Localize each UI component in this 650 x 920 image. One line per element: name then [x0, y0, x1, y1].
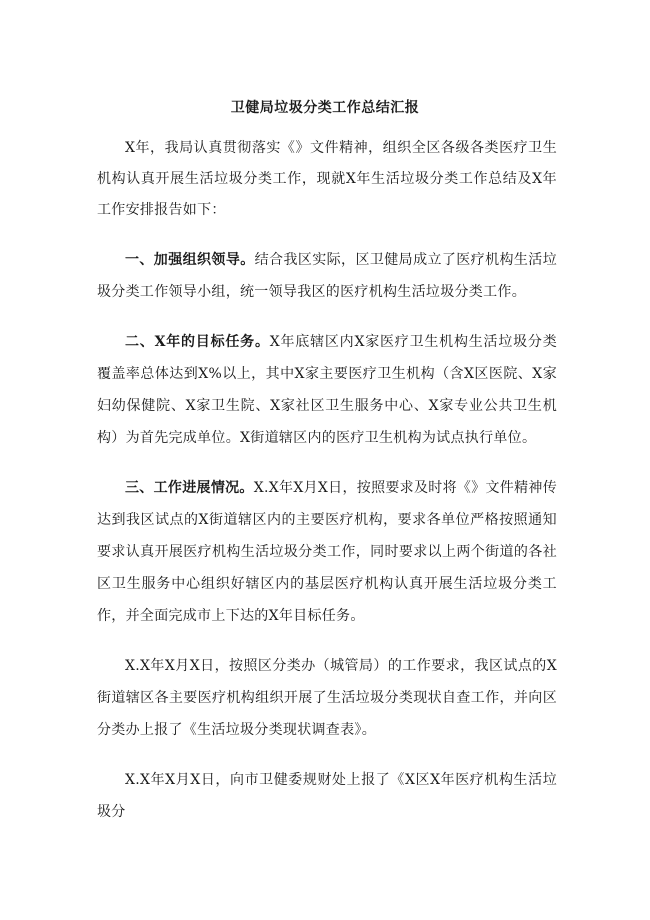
paragraph-self-inspection	[97, 650, 557, 746]
paragraph-progress	[97, 472, 557, 632]
document-body	[97, 133, 557, 828]
paragraph-report-text: X.X年X月X日，向市卫健委规财处上报了《X区X年医疗机构生活垃圾分	[97, 772, 557, 820]
paragraph-progress-text: X.X年X月X日，按照要求及时将《》文件精神传达到我区试点的X街道辖区内的主要医疗机构，要求各单位严格按照通知要求认真开展医疗机构生活垃圾分类工作，同时要求以上两个街道的各社区卫生服务中心组织好辖区内的基层医疗机构认真开展生活垃圾分类工作，并全面完成市上下达的X年目标任务。	[97, 480, 558, 624]
paragraph-progress-heading: 三、工作进展情况。	[125, 480, 254, 496]
paragraph-intro-text: X年，我局认真贯彻落实《》文件精神，组织全区各级各类医疗卫生机构认真开展生活垃圾分类工作，现就X年生活垃圾分类工作总结及X年工作安排报告如下：	[97, 140, 557, 218]
paragraph-intro	[97, 133, 557, 226]
paragraph-organization-heading: 一、加强组织领导。	[125, 252, 255, 268]
document-title: 卫健局垃圾分类工作总结汇报	[230, 100, 420, 116]
paragraph-targets-text: X年底辖区内X家医疗卫生机构生活垃圾分类覆盖率总体达到X%以上，其中X家主要医疗卫生机构（含X区医院、X家妇幼保健院、X家卫生院、X家社区卫生服务中心、X家专业公共卫生机构）为首先完成单位。X街道辖区内的医疗卫生机构为试点执行单位。	[97, 334, 557, 446]
paragraph-organization-text: 结合我区实际，区卫健局成立了医疗机构生活垃圾分类工作领导小组，统一领导我区的医疗机构生活垃圾分类工作。	[97, 252, 557, 300]
paragraph-targets	[97, 326, 557, 454]
paragraph-report	[97, 764, 557, 828]
paragraph-self-inspection-text: X.X年X月X日，按照区分类办（城管局）的工作要求，我区试点的X街道辖区各主要医疗机构组织开展了生活垃圾分类现状自查工作，并向区分类办上报了《生活垃圾分类现状调查表》。	[97, 658, 557, 738]
paragraph-targets-heading: 二、X年的目标任务。	[125, 334, 270, 350]
paragraph-organization	[97, 244, 557, 308]
